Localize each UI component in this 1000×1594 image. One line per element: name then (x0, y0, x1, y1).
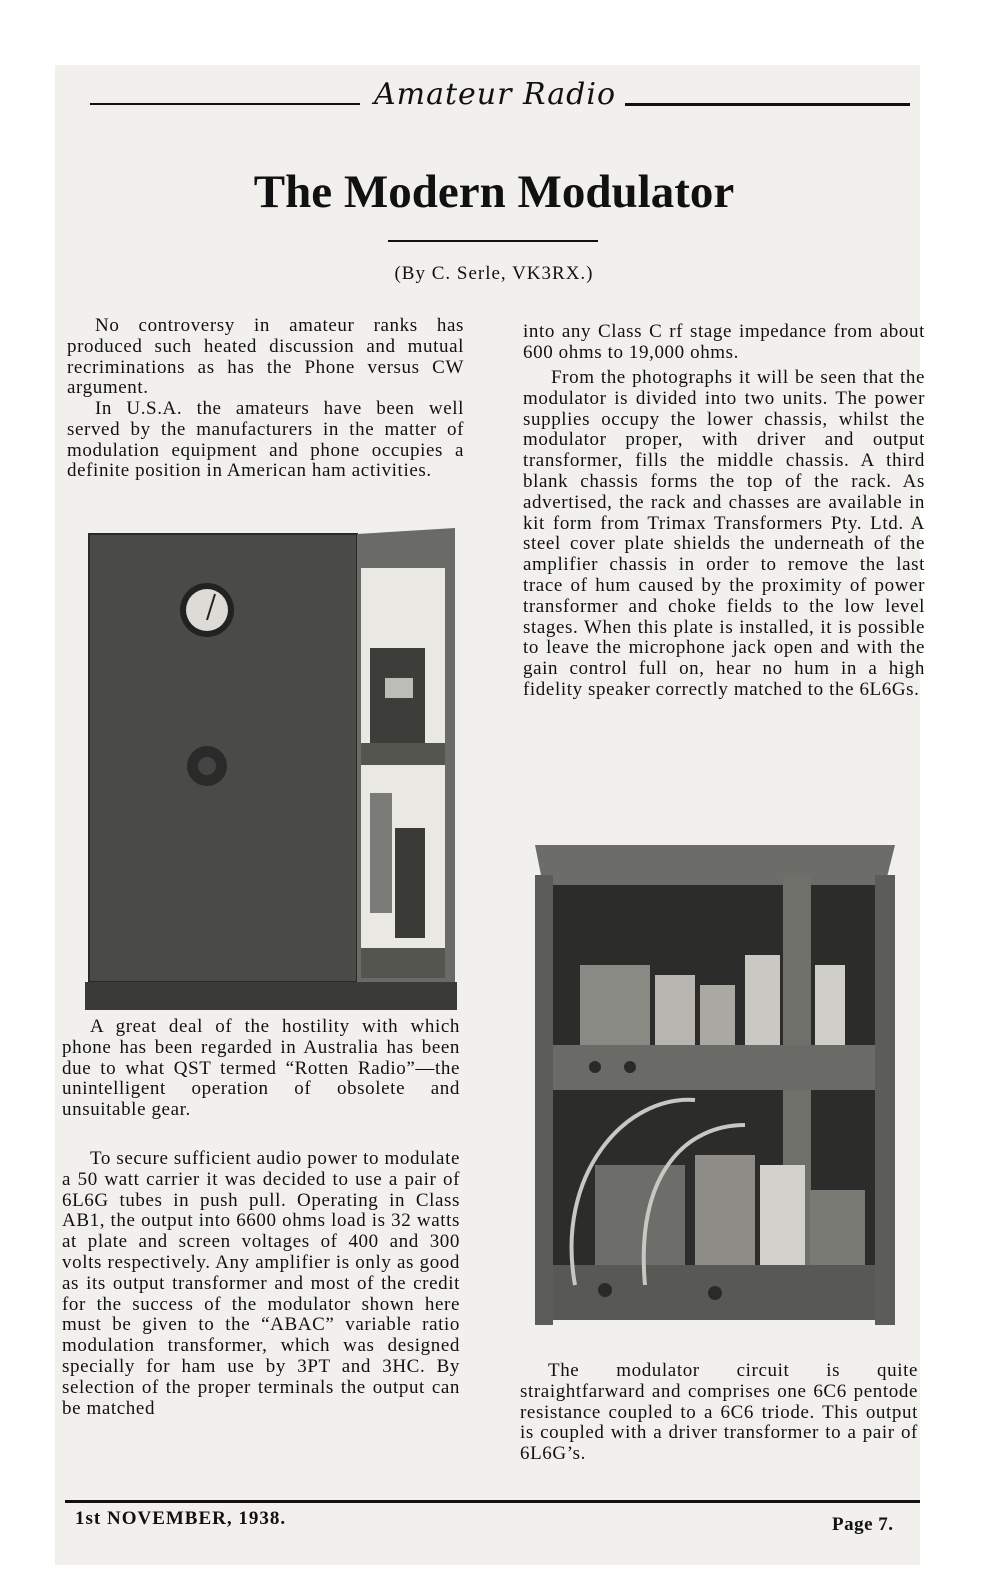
masthead-rule-right (625, 103, 910, 106)
masthead-logo: Amateur Radio (373, 77, 617, 112)
paragraph-left-4: To secure sufficient audio power to modulate a 50 watt carrier it was decided to use a pair of 6L6G tubes in push pull. Operating in Class AB1, the output into 6600 ohms load is 32 watts at plate and screen voltages of 400 and 300 volts respectively. Any amplifier is only as good as its output transformer and most of the credit for the success of the modulator shown here must be given to the “ABAC” variable ratio modulation transformer, which was designed specially for ham use by 3PT and 3HC. By selection of the proper terminals the output can be matched (62, 1148, 460, 1419)
paragraph-left-1: No controversy in amateur ranks has produced such heated discussion and mutual recriminations as has the Phone versus CW argument. (67, 315, 464, 399)
paragraph-right-3: The modulator circuit is quite straightfarward and comprises one 6C6 pentode resistance coupled to a 6C6 triode. This output is coupled with a driver transformer to a pair of 6L6G’s. (520, 1360, 918, 1465)
photo-modulator-rack (535, 845, 895, 1335)
footer-rule (65, 1500, 920, 1503)
article-title: The Modern Modulator (253, 166, 735, 218)
masthead-rule-left (90, 103, 360, 105)
title-divider (388, 240, 598, 242)
issue-date: 1st NOVEMBER, 1938. (75, 1508, 287, 1529)
page-number: Page 7. (832, 1514, 894, 1535)
masthead (90, 75, 910, 125)
article-byline: (By C. Serle, VK3RX.) (394, 263, 594, 284)
paragraph-left-2: In U.S.A. the amateurs have been well served by the manufacturers in the matter of modulation equipment and phone occupies a definite position in American ham activities. (67, 398, 464, 482)
photo-modulator-front (85, 528, 460, 1010)
paragraph-right-1: into any Class C rf stage impedance from about 600 ohms to 19,000 ohms. (523, 321, 925, 363)
paragraph-right-2: From the photographs it will be seen that the modulator is divided into two units. The power supplies occupy the lower chassis, whilst the modulator proper, with driver and output transformer, fills the middle chassis. A third blank chassis forms the top of the rack. As advertised, the rack and chasses are available in kit form from Trimax Transformers Pty. Ltd. A steel cover plate shields the underneath of the amplifier chassis in order to remove the last trace of hum caused by the proximity of power transformer and choke fields to the low level stages. When this plate is installed, it is possible to leave the microphone jack open and with the gain control full on, hear no hum in a high fidelity speaker correctly matched to the 6L6Gs. (523, 367, 925, 700)
paragraph-left-3: A great deal of the hostility with which phone has been regarded in Australia has been due to what QST termed “Rotten Radio”—the unintelligent operation of obsolete and unsuitable gear. (62, 1016, 460, 1121)
